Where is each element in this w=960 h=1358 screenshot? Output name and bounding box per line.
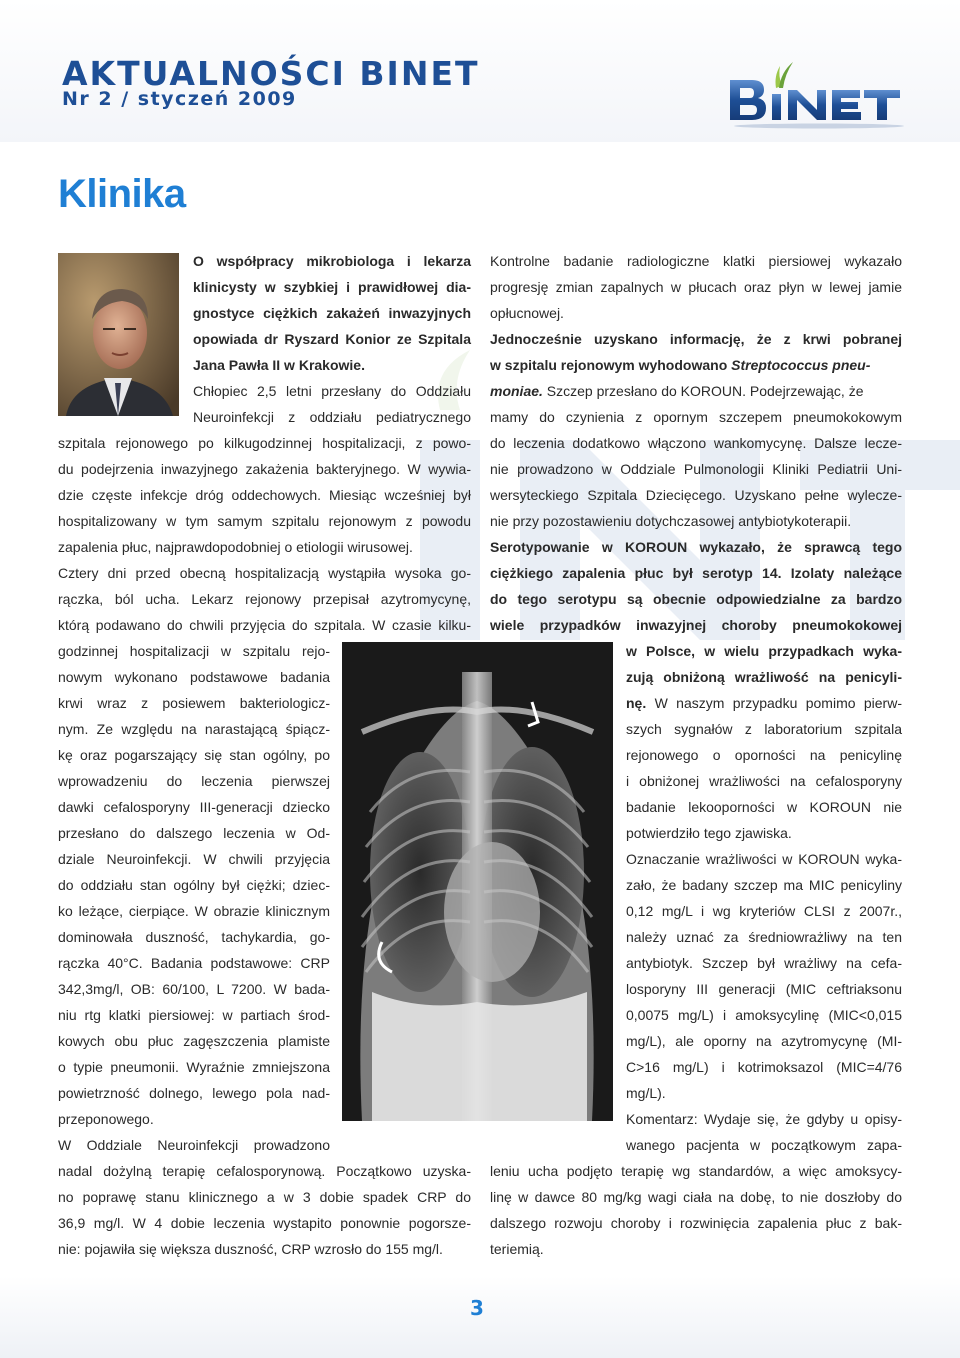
body-line: hospitalizowany w tym samym szpitalu rejonowym z powodu <box>58 513 471 529</box>
body-line: dzie częste infekcje dróg oddechowych. Miesiąc wcześniej był <box>58 487 471 503</box>
comment-line: linę w dawce 80 mg/kg wagi ciała na dobę, to nie doszłoby do <box>490 1189 902 1205</box>
comment-line: dalszego rozwoju choroby i rozwinięcia zapalenia płuc z bak- <box>490 1215 902 1231</box>
highlight-line: w szpitalu rejonowym wyhodowano Streptococcus pneu- <box>490 357 871 373</box>
species-name: Streptococcus pneu- <box>731 357 871 373</box>
body-line: opłucnowej. <box>490 305 564 321</box>
body-line: 342,3mg/l, OB: 60/100, L 7200. W bada- <box>58 981 330 997</box>
body-line: 0,12 mg/L i wg kryteriów CLSI z 2007r., <box>626 903 902 919</box>
body-line: rączka 40°C. Badania podstawowe: CRP <box>58 955 330 971</box>
body-line: kowych obu płuc zagęszczenia plamiste <box>58 1033 330 1049</box>
page-number: 3 <box>470 1296 484 1320</box>
highlight-line: w Polsce, w wielu przypadkach wyka- <box>626 643 902 659</box>
body-line: 36,9 mg/l. W 4 dobie leczenia wystapito ponownie pogorsze- <box>58 1215 471 1231</box>
body-line: nym. Ze względu na narastającą śpiącz- <box>58 721 330 737</box>
body-line: kę oraz pogarszający się stan ogólny, po <box>58 747 330 763</box>
body-line: do leczenia dodatkowo włączono wankomycynę. Dalsze lecze- <box>490 435 902 451</box>
body-line: no poprawę stanu klinicznego a w 3 dobie spadek CRP do <box>58 1189 471 1205</box>
body-line: progresję zmian zapalnych w płucach oraz płyn w lewej jamie <box>490 279 902 295</box>
highlight-line: Serotypowanie w KOROUN wykazało, że sprawcą tego <box>490 539 902 555</box>
body-line: godzinnej hospitalizacji w szpitalu rejo- <box>58 643 330 659</box>
body-line: wprowadzeniu do leczenia pierwszej <box>58 773 330 789</box>
section-title: Klinika <box>58 172 186 216</box>
body-line: Kontrolne badanie radiologiczne klatki piersiowej wykazało <box>490 253 902 269</box>
issue-label: Nr 2 / styczeń 2009 <box>62 88 297 110</box>
highlight-line: wiele przypadków inwazyjnej choroby pneumokokowej <box>490 617 902 633</box>
body-line: du podejrzenia inwazyjnego zakażenia bakteryjnego. W wywia- <box>58 461 471 477</box>
body-line: o typie pneumonii. Wyraźnie zmniejszona <box>58 1059 330 1075</box>
body-line: Neuroinfekcji z oddziału pediatrycznego <box>193 409 471 425</box>
body-line: nie prowadzono w Oddziale Pulmonologii Kliniki Pediatrii Uni- <box>490 461 902 477</box>
body-line: którą podawano do chwili przyjęcia do szpitala. W czasie kilku- <box>58 617 471 633</box>
comment-line: wanego pacjenta w początkowym zapa- <box>626 1137 902 1153</box>
body-line: krwi wraz z posiewem bakteriologicz- <box>58 695 330 711</box>
comment-line: leniu ucha podjęto terapię wg standardów, a więc amoksycy- <box>490 1163 902 1179</box>
body-line: mg/L), ale oporny na azytromycynę (MI- <box>626 1033 902 1049</box>
body-line: przeponowego. <box>58 1111 154 1127</box>
highlight-line: Jednocześnie uzyskano informację, że z krwi pobranej <box>490 331 902 347</box>
body-line: powietrzność dolnego, lewego pola nad- <box>58 1085 330 1101</box>
intro-line: Jana Pawła II w Krakowie. <box>193 357 365 373</box>
body-line: potwierdziło tego zjawiska. <box>626 825 792 841</box>
body-line: Oznaczanie wrażliwości w KOROUN wyka- <box>626 851 902 867</box>
species-name-cont: moniae. <box>490 383 543 399</box>
body-line: przesłano do dalszego leczenia w Od- <box>58 825 330 841</box>
body-line: szpitala rejonowego po kilkugodzinnej hospitalizacji, z powo- <box>58 435 471 451</box>
body-line: rączka, ból ucha. Lekarz rejonowy przepisał azytromycynę, <box>58 591 471 607</box>
highlight-line: do tego serotypu są obecnie odpowiedzialne za bardzo <box>490 591 902 607</box>
body-line: moniae. Szczep przesłano do KOROUN. Podejrzewając, że <box>490 383 864 399</box>
body-line: nę. W naszym przypadku pomimo pierw- <box>626 695 902 711</box>
body-line: nadal dożylną terapię cefalosporynową. Początkowo uzyska- <box>58 1163 471 1179</box>
body-line: dziale Neuroinfekcji. W chwili przyjęcia <box>58 851 330 867</box>
body-line: zało, że badany szczep ma MIC penicyliny <box>626 877 902 893</box>
binet-logo <box>724 58 914 130</box>
body-line: Chłopiec 2,5 letni przesłany do Oddziału <box>193 383 471 399</box>
body-line: nie przy pozostawieniu dotychczasowej antybiotykoterapii. <box>490 513 852 529</box>
body-line: mamy do czynienia z opornym szczepem pneumokokowym <box>490 409 902 425</box>
body-line: zapalenia płuc, najprawdopodobniej o etiologii wirusowej. <box>58 539 413 555</box>
comment-line: Komentarz: Wydaje się, że gdyby u opisy- <box>626 1111 902 1127</box>
highlight-line: zują obniżoną wrażliwość na penicyli- <box>626 669 902 685</box>
body-line: nie: pojawiła się większa duszność, CRP wzrosło do 155 mg/l. <box>58 1241 443 1257</box>
body-line: Cztery dni przed obecną hospitalizacją wystąpiła wysoka go- <box>58 565 471 581</box>
body-line: należy uznać za średniowrażliwy na ten <box>626 929 902 945</box>
body-line: i obniżonej wrażliwości na cefalosporyny <box>626 773 902 789</box>
body-line: rejonowego o oporności na penicylinę <box>626 747 902 763</box>
body-line: wersyteckiego Szpitala Dziecięcego. Uzyskano pełne wylecze- <box>490 487 902 503</box>
comment-line: teriemią. <box>490 1241 544 1257</box>
intro-line: gnostyce ciężkich zakażeń inwazyjnych <box>193 305 471 321</box>
highlight-line: ciężkiego zapalenia płuc był serotyp 14. Izolaty należące <box>490 565 902 581</box>
intro-line: opowiada dr Ryszard Konior ze Szpitala <box>193 331 471 347</box>
body-line: C>16 mg/L) i kotrimoksazol (MIC=4/76 <box>626 1059 902 1075</box>
newsletter-title: AKTUALNOŚCI BINET <box>62 54 480 93</box>
body-line: do oddziału stan ogólny był ciężki; dziec- <box>58 877 330 893</box>
body-line: niu rtg klatki piersiowej: w partiach środ- <box>58 1007 330 1023</box>
body-line: 0,0075 mg/L) i amoksycylinę (MIC<0,015 <box>626 1007 902 1023</box>
chest-xray-image <box>342 642 613 1121</box>
body-line: nowym wykonano podstawowe badania <box>58 669 330 685</box>
body-line: dominowała duszność, tachykardia, go- <box>58 929 330 945</box>
body-line: badanie lekooporności w KOROUN nie <box>626 799 902 815</box>
intro-line: O współpracy mikrobiologa i lekarza <box>193 253 471 269</box>
body-line: szych sygnałów z laboratorium szpitala <box>626 721 902 737</box>
body-line: losporyny III generacji (MIC ceftriaksonu <box>626 981 902 997</box>
body-line: W Oddziale Neuroinfekcji prowadzono <box>58 1137 330 1153</box>
body-line: mg/L). <box>626 1085 666 1101</box>
body-line: antybiotyk. Szczep był wrażliwy na cefa- <box>626 955 902 971</box>
body-line: ko leżące, cierpiące. W obrazie klinicznym <box>58 903 330 919</box>
body-line: dawki cefalosporyny III-generacji dziecko <box>58 799 330 815</box>
author-portrait-photo <box>58 253 179 416</box>
intro-line: klinicysty w szybkiej i prawidłowej dia- <box>193 279 471 295</box>
